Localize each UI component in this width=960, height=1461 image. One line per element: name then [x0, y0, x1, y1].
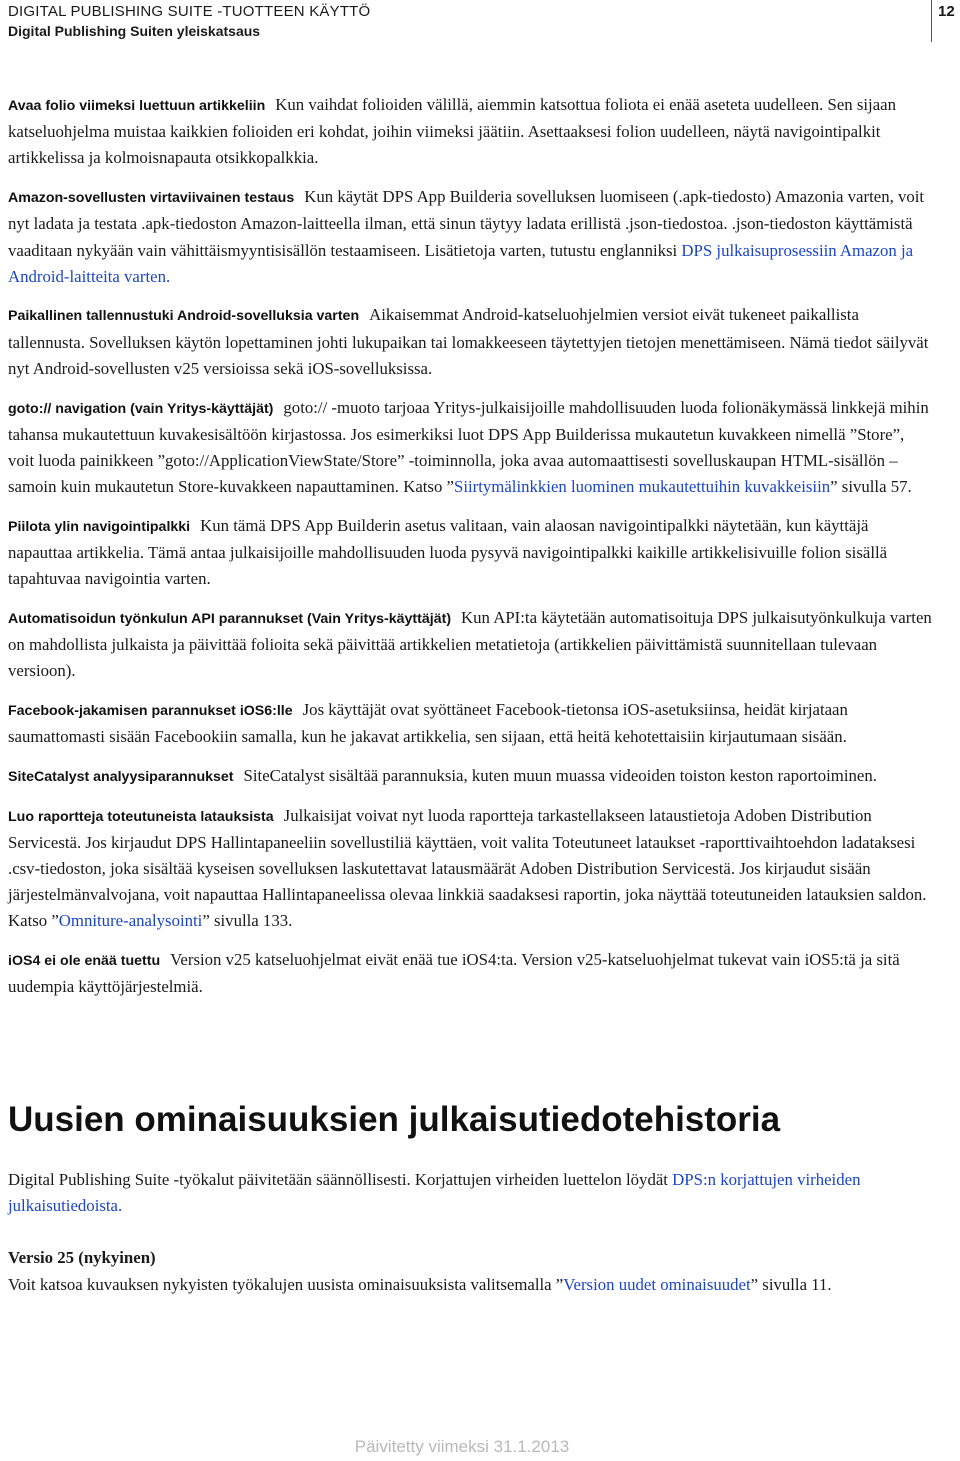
- feature-text: Julkaisijat voivat nyt luoda raportteja tarkastellakseen lataustietoja Adoben Distribution Servicestä. Jos kirjaudut DPS Hallintapaneeliin sovellustiliä käyttäen, voit valita Toteutuneet lataukset -raporttivaihtoehdon ladataksesi .csv-tiedoston, joka sisältää kyseisen sovelluksen laskutettavat latausmäärät Adoben Distribution Servicestä. Jos kirjaudut sisään järjestelmänvalvojana, voit napauttaa Hallintapaneelissa olevaa linkkiä saadaksesi raportin, joka näyttää toteutuneiden latauksien saldon. Katso ”: [8, 805, 927, 931]
- fixed-bugs-release-notes-link[interactable]: DPS:n korjattujen virheiden julkaisutiedoista.: [8, 1170, 861, 1216]
- feature-term: Facebook-jakamisen parannukset iOS6:lle: [8, 703, 293, 720]
- section-title: Uusien ominaisuuksien julkaisutiedotehistoria: [8, 1100, 781, 1139]
- feature-item: [8, 395, 932, 501]
- version-heading: Versio 25 (nykyinen): [8, 1248, 156, 1268]
- history-intro-text: Digital Publishing Suite -työkalut päivitetään säännöllisesti. Korjattujen virheiden luettelon löydät: [8, 1170, 668, 1189]
- feature-item: [8, 947, 932, 1000]
- feature-text: SiteCatalyst sisältää parannuksia, kuten muun muassa videoiden toiston keston raportoiminen.: [243, 765, 877, 785]
- omniture-analytics-link[interactable]: Omniture-analysointi: [58, 911, 203, 931]
- feature-item: [8, 763, 932, 790]
- feature-term: iOS4 ei ole enää tuettu: [8, 953, 161, 970]
- feature-item: [8, 513, 932, 593]
- running-header-subtitle: Digital Publishing Suiten yleiskatsaus: [8, 23, 261, 39]
- feature-text: Jos käyttäjät ovat syöttäneet Facebook-tietonsa iOS-asetuksiinsa, heidät kirjataan saumattomasti sisään Facebookiin samalla, kun he jakavat artikkelia, sen sijaan, että heitä kehotettaisiin kirjautumaan sisään.: [8, 700, 848, 747]
- feature-term: Automatisoidun työnkulun API parannukset (Vain Yritys-käyttäjät): [8, 610, 452, 627]
- amazon-android-publishing-link[interactable]: DPS julkaisuprosessiin Amazon ja Android-laitteita varten.: [8, 240, 914, 286]
- navigation-links-link[interactable]: Siirtymälinkkien luominen mukautettuihin kuvakkeisiin: [454, 477, 831, 497]
- feature-term: Piilota ylin navigointipalkki: [8, 518, 191, 535]
- feature-term: SiteCatalyst analyysiparannukset: [8, 768, 234, 785]
- feature-text-after: ” sivulla 57.: [830, 477, 912, 497]
- last-updated-footer: Päivitetty viimeksi 31.1.2013: [354, 1437, 570, 1456]
- page-number: 12: [938, 3, 955, 20]
- version-block: [8, 1245, 932, 1297]
- feature-text: Kun käytät DPS App Builderia sovelluksen luomiseen (.apk-tiedosto) Amazonia varten, voit nyt ladata ja testata .apk-tiedoston Amazon-laitteella ilman, että sinun täytyy ladata erillistä .json-tiedostoa. .json-tiedoston käyttämistä vaaditaan nykyään vain vähittäismyyntisisällön testaamiseen. Lisätietoja varten, tutustu englanniksi: [8, 187, 925, 260]
- feature-list: [8, 92, 932, 1013]
- feature-item: [8, 803, 932, 935]
- version-text-after: ” sivulla 11.: [750, 1274, 832, 1294]
- new-features-link[interactable]: Version uudet ominaisuudet: [563, 1274, 751, 1294]
- feature-text-after: ” sivulla 133.: [202, 911, 293, 931]
- feature-text: Kun vaihdat folioiden välillä, aiemmin katsottua foliota ei enää aseteta uudelleen. Sen sijaan katseluohjelma muistaa kaikkien folioiden eri kohdat, joihin viimeksi jäätiin. Asettaaksesi folion uudelleen, näytä navigointipalkit artikkelissa ja kolmoisnapauta otsikkopalkkia.: [8, 95, 896, 168]
- feature-term: Paikallinen tallennustuki Android-sovelluksia varten: [8, 308, 360, 325]
- feature-item: [8, 92, 932, 172]
- release-history: [8, 1167, 932, 1324]
- feature-item: [8, 184, 932, 290]
- feature-item: [8, 605, 932, 685]
- feature-term: Amazon-sovellusten virtaviivainen testaus: [8, 190, 295, 207]
- feature-item: [8, 697, 932, 750]
- feature-text: Aikaisemmat Android-katseluohjelmien versiot eivät tukeneet paikallista tallennusta. Sovelluksen käytön lopettaminen johti lukupaikan tai lomakkeeseen täytettyjen tietojen menettämiseen. Nämä tiedot säilyvät nyt Android-sovellusten v25 versioissa sekä iOS-sovelluksissa.: [8, 305, 929, 378]
- version-text: Voit katsoa kuvauksen nykyisten työkalujen uusista ominaisuuksista valitsemalla ”: [8, 1274, 564, 1294]
- feature-text: goto:// -muoto tarjoaa Yritys-julkaisijoille mahdollisuuden luoda folionäkymässä linkkejä mihin tahansa mukautettuun kuvakesisältöön kirjastossa. Jos esimerkiksi luot DPS App Builderissa mukautetun kuvakkeen nimellä ”Store”, voit luoda painikkeen ”goto://ApplicationViewState/Store” -toiminnolla, joka avaa automaattisesti sovelluskaupan HTML-sisällön – samoin kuin mukautetun Store-kuvakkeen napauttaminen. Katso ”: [8, 397, 929, 497]
- feature-term: Avaa folio viimeksi luettuun artikkeliin: [8, 98, 266, 114]
- running-header-title: DIGITAL PUBLISHING SUITE -TUOTTEEN KÄYTTÖ: [8, 3, 371, 20]
- feature-item: [8, 302, 932, 382]
- history-intro: [8, 1167, 932, 1219]
- feature-term: goto:// navigation (vain Yritys-käyttäjät): [8, 400, 274, 417]
- feature-term: Luo raportteja toteutuneista latauksista: [8, 808, 274, 825]
- feature-text: Kun tämä DPS App Builderin asetus valitaan, vain alaosan navigointipalkki näytetään, kun käyttäjä napauttaa artikkelia. Tämä antaa julkaisijoille mahdollisuuden luoda pysyvä navigointipalkki kaikille artikkelisivuille folion sisällä tapahtuvaa navigointia varten.: [8, 515, 888, 589]
- feature-text: Version v25 katseluohjelmat eivät enää tue iOS4:ta. Version v25-katseluohjelmat tukevat vain iOS5:tä ja sitä uudempia käyttöjärjestelmiä.: [8, 950, 900, 997]
- feature-text: Kun API:ta käytetään automatisoituja DPS julkaisutyönkulkuja varten on mahdollista julkaista ja päivittää folioita sekä päivittää artikkelien metatietoja (artikkelien päivittämistä suunnitellaan tulevaan versioon).: [8, 607, 932, 681]
- page-rule: [931, 0, 932, 42]
